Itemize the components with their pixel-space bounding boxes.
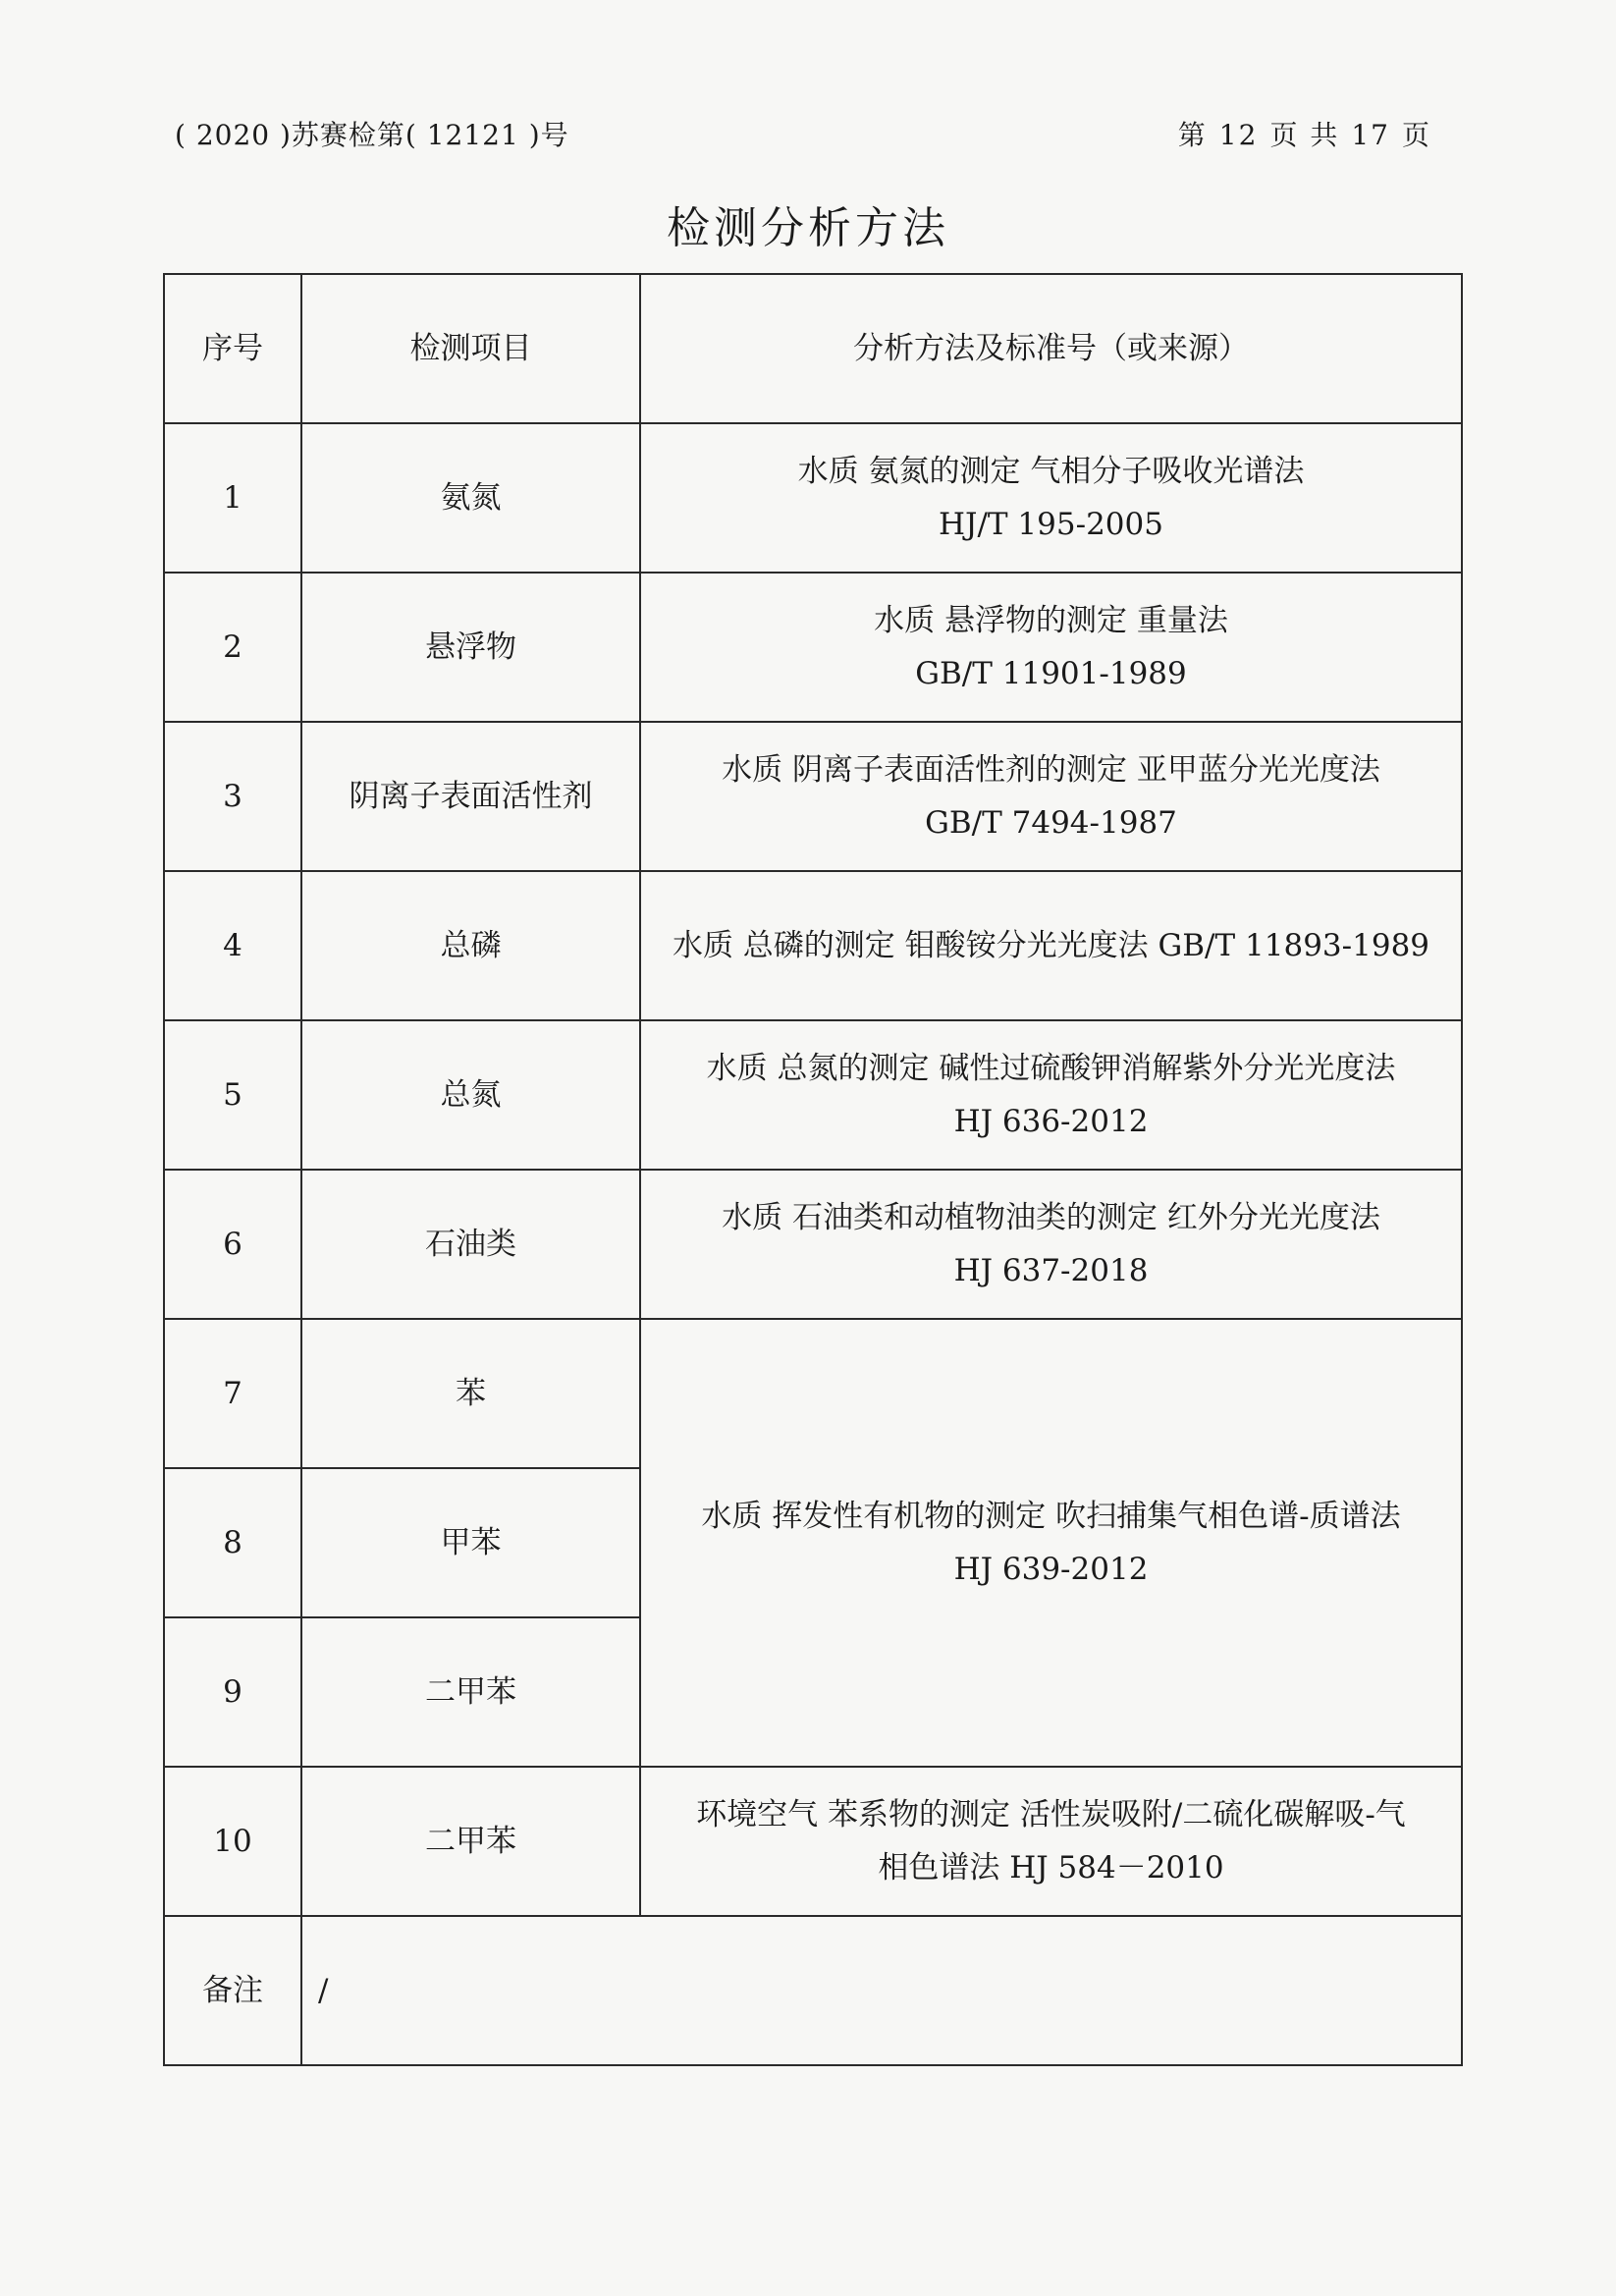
row-seq: 3 [164,722,301,871]
row-method [640,573,1462,722]
table-row [164,573,1462,722]
page-indicator [1172,114,1437,153]
row-method-merged [640,1319,1462,1767]
header-item: 检测项目 [301,274,640,423]
method-line-1: 水质 总磷的测定 钼酸铵分光光度法 GB/T 11893-1989 [672,928,1430,963]
header-seq: 序号 [164,274,301,423]
method-line-2: GB/T 11901-1989 [915,656,1187,691]
row-item: 甲苯 [301,1468,640,1617]
row-item: 总磷 [301,871,640,1020]
method-line-2: HJ 636-2012 [953,1104,1149,1139]
row-seq: 10 [164,1767,301,1916]
page-current: 12 [1218,119,1259,151]
row-method [640,423,1462,573]
method-line-2: GB/T 7494-1987 [925,805,1177,841]
row-method [640,1170,1462,1319]
row-item: 苯 [301,1319,640,1468]
method-line-1: 水质 阴离子表面活性剂的测定 亚甲蓝分光光度法 [722,752,1380,788]
method-line-2: 相色谱法 HJ 584－2010 [878,1850,1224,1886]
table-row [164,1319,1462,1468]
page-label-prefix: 第 [1177,119,1208,151]
table-row [164,423,1462,573]
table-row [164,722,1462,871]
remark-label: 备注 [164,1916,301,2065]
row-seq: 8 [164,1468,301,1617]
row-seq: 4 [164,871,301,1020]
row-method [640,722,1462,871]
row-item: 二甲苯 [301,1617,640,1767]
method-line-1: 水质 氨氮的测定 气相分子吸收光谱法 [797,454,1305,489]
method-line-1: 水质 悬浮物的测定 重量法 [874,603,1228,638]
row-item: 氨氮 [301,423,640,573]
row-method [640,1767,1462,1916]
row-method [640,1020,1462,1170]
row-seq: 1 [164,423,301,573]
method-line-2: HJ 637-2018 [953,1253,1149,1288]
row-item: 石油类 [301,1170,640,1319]
method-line-2: HJ 639-2012 [953,1552,1149,1587]
page-title: 检测分析方法 [667,203,949,253]
row-item: 二甲苯 [301,1767,640,1916]
method-line-1: 水质 挥发性有机物的测定 吹扫捕集气相色谱-质谱法 [701,1499,1401,1534]
table-row [164,871,1462,1020]
remark-value: / [301,1916,1462,2065]
row-seq: 2 [164,573,301,722]
page-label-suffix: 页 [1401,119,1431,151]
table-row [164,1020,1462,1170]
table-header-row [164,274,1462,423]
row-method [640,871,1462,1020]
remark-row [164,1916,1462,2065]
method-line-2: HJ/T 195-2005 [939,507,1163,542]
method-line-1: 环境空气 苯系物的测定 活性炭吸附/二硫化碳解吸-气 [696,1797,1406,1832]
row-seq: 9 [164,1617,301,1767]
row-item: 阴离子表面活性剂 [301,722,640,871]
page-total: 17 [1351,119,1390,151]
method-line-1: 水质 总氮的测定 碱性过硫酸钾消解紫外分光光度法 [706,1051,1396,1086]
row-item: 悬浮物 [301,573,640,722]
report-number: ( 2020 )苏赛检第( 12121 )号 [175,119,569,151]
table-row [164,1767,1462,1916]
method-line-1: 水质 石油类和动植物油类的测定 红外分光光度法 [722,1200,1380,1235]
page-label-mid: 页 共 [1269,119,1340,151]
header-method: 分析方法及标准号（或来源） [640,274,1462,423]
row-seq: 7 [164,1319,301,1468]
row-seq: 6 [164,1170,301,1319]
methods-table [163,273,1463,2066]
row-item: 总氮 [301,1020,640,1170]
table-row [164,1170,1462,1319]
row-seq: 5 [164,1020,301,1170]
